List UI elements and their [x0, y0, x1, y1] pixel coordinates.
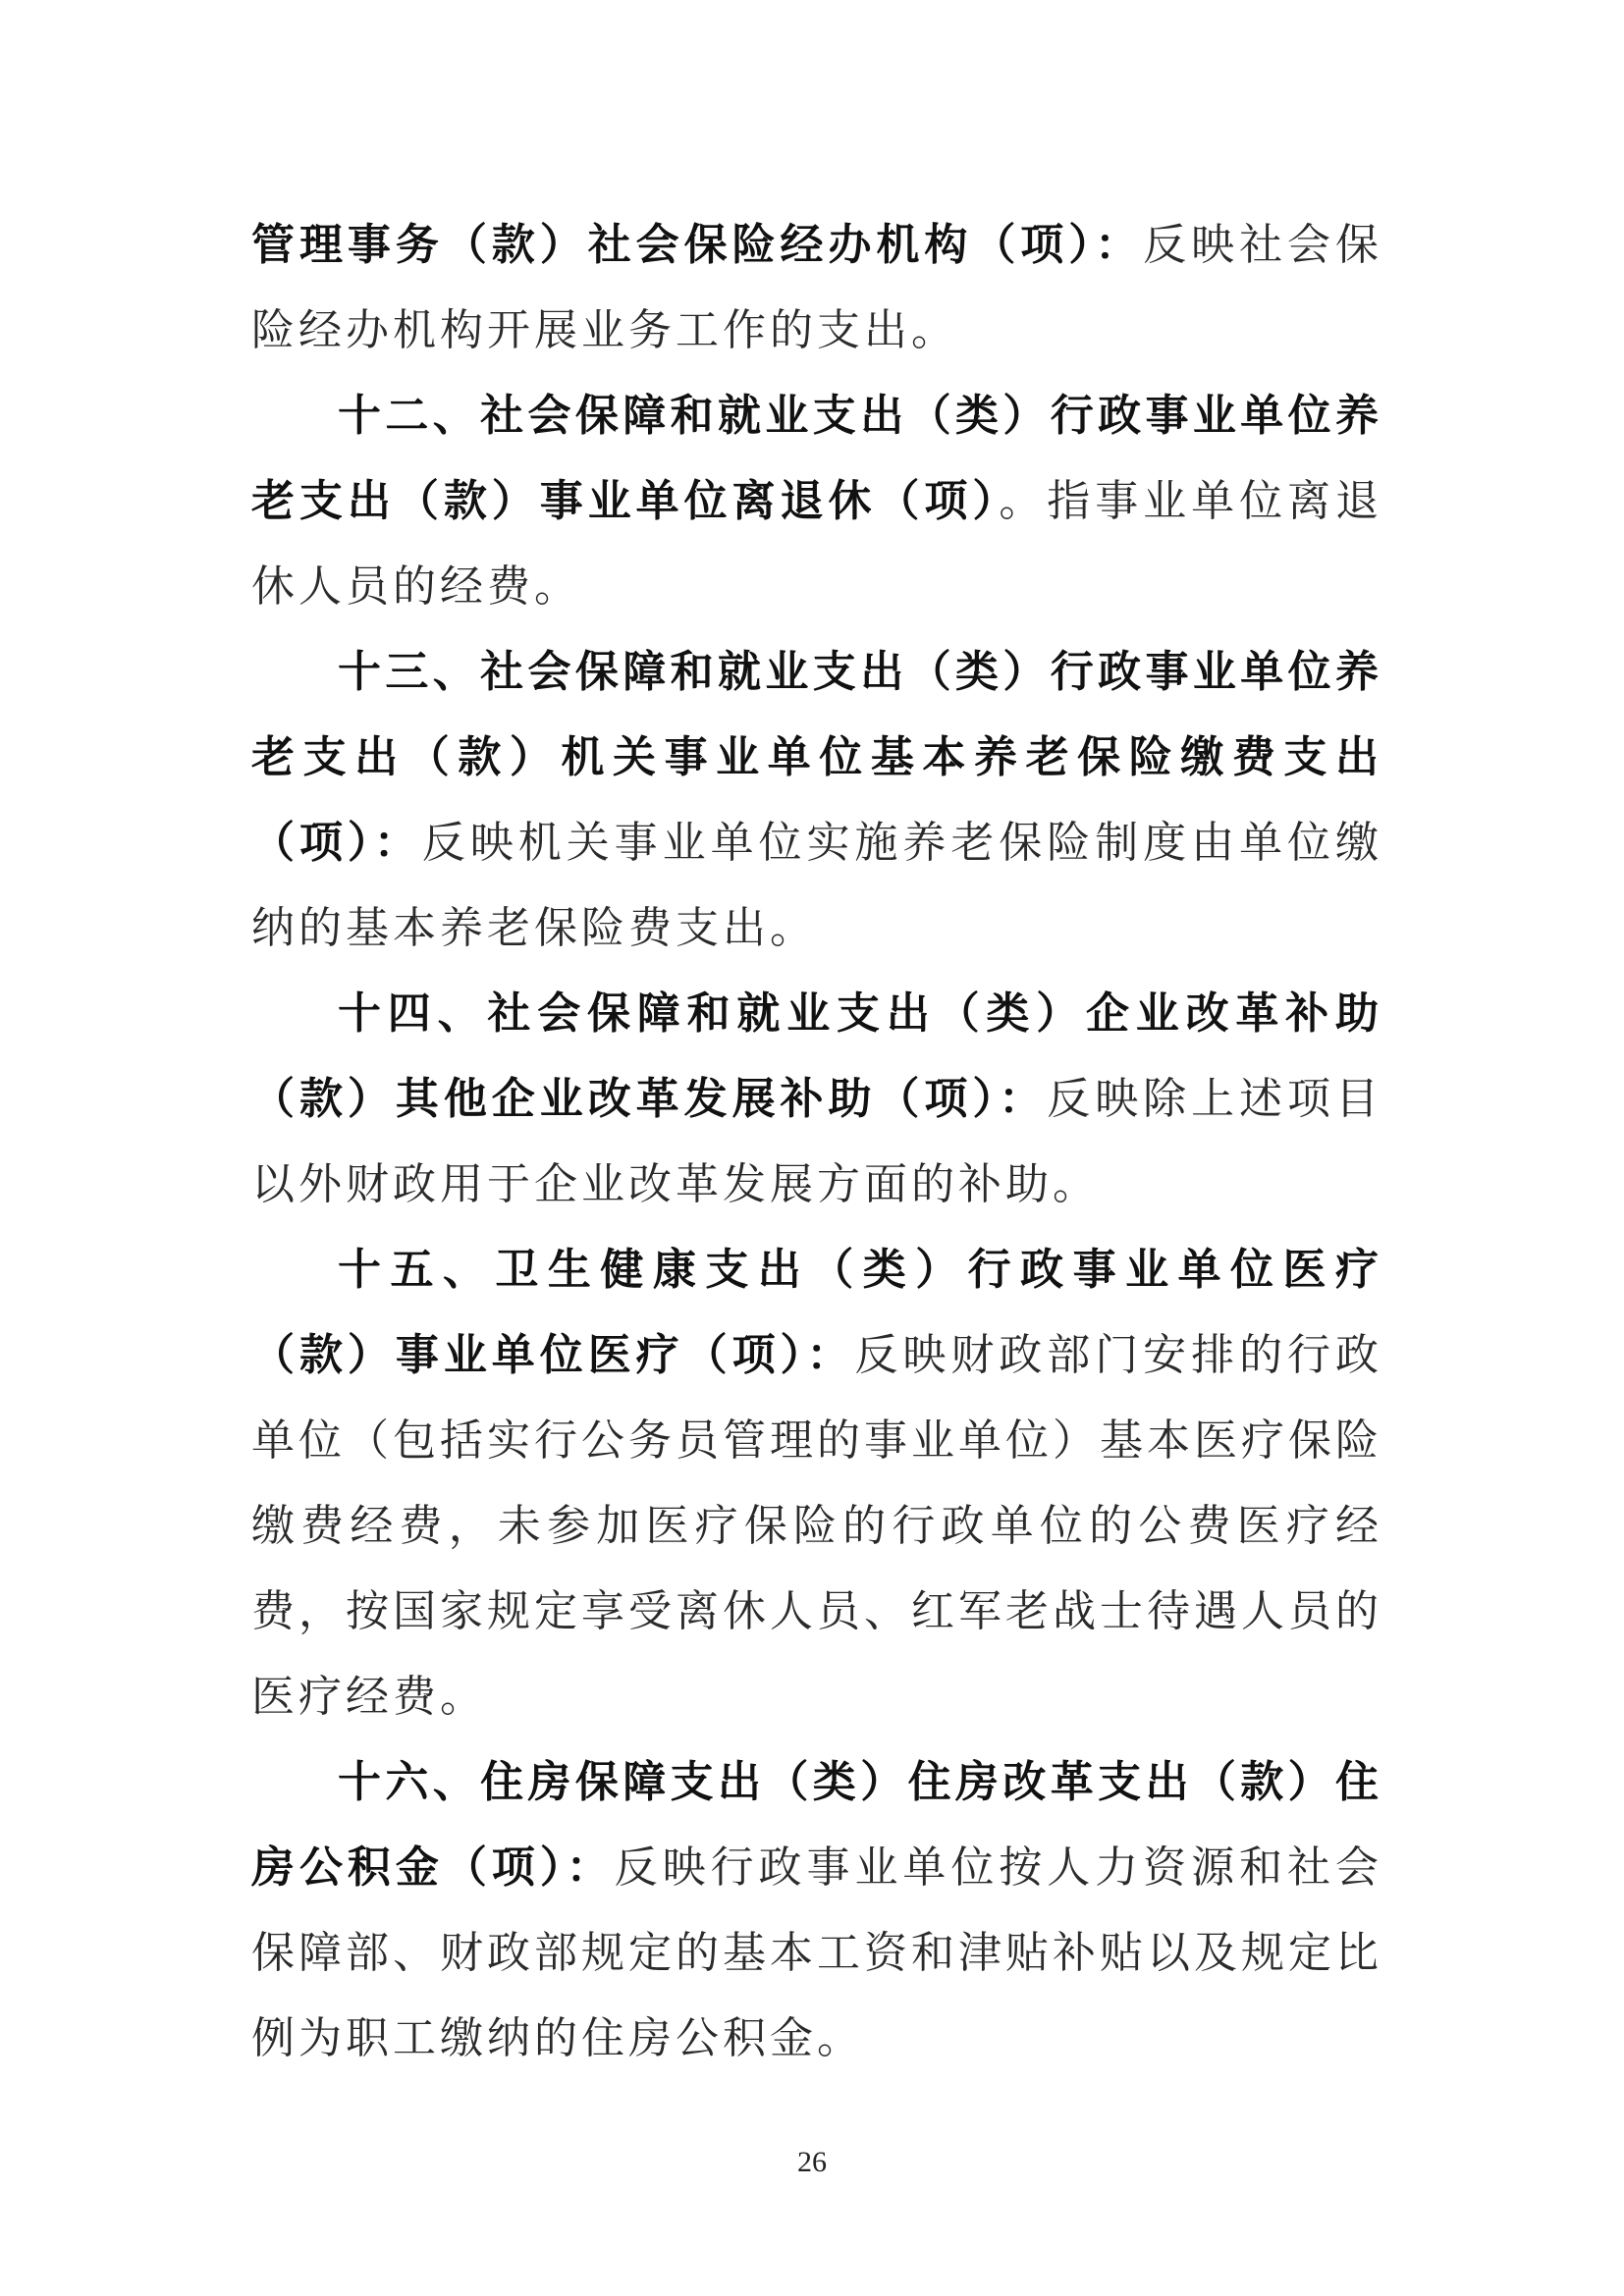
paragraph-heading: 十五、卫生健康支出（类）行政事业单位医疗（款）事业单位医疗（项）：	[251, 1245, 1382, 1380]
paragraph-text: 反映机关事业单位实施养老保险制度由单位缴纳的基本养老保险费支出。	[251, 818, 1383, 953]
paragraph-12	[251, 373, 1382, 629]
paragraph-16	[251, 1739, 1382, 2081]
paragraph-14	[251, 971, 1382, 1227]
paragraph-text: 。指事业单位离退休人员的经费。	[251, 476, 1383, 612]
paragraph-13	[251, 629, 1382, 971]
paragraph-15	[251, 1227, 1382, 1739]
paragraph-heading: 管理事务（款）社会保险经办机构（项）：	[251, 220, 1144, 270]
paragraph-heading: 十六、住房保障支出（类）住房改革支出（款）住房公积金（项）：	[251, 1757, 1382, 1893]
paragraph-heading: 十四、社会保障和就业支出（类）企业改革补助（款）其他企业改革发展补助（项）：	[251, 988, 1382, 1124]
page-number: 26	[797, 2146, 827, 2178]
paragraph-heading: 十三、社会保障和就业支出（类）行政事业单位养老支出（款）机关事业单位基本养老保险缴费支出（项）：	[251, 647, 1382, 868]
paragraph-heading: 十二、社会保障和就业支出（类）行政事业单位养老支出（款）事业单位离退休（项）	[251, 391, 1382, 526]
paragraph-text: 反映财政部门安排的行政单位（包括实行公务员管理的事业单位）基本医疗保险缴费经费，未参加医疗保险的行政单位的公费医疗经费，按国家规定享受离休人员、红军老战士待遇人员的医疗经费。	[251, 1330, 1383, 1722]
paragraph-text: 反映社会保险经办机构开展业务工作的支出。	[251, 220, 1383, 355]
body-text	[251, 202, 1382, 2081]
paragraph-text: 反映行政事业单位按人力资源和社会保障部、财政部规定的基本工资和津贴补贴以及规定比例为职工缴纳的住房公积金。	[251, 1842, 1383, 2063]
paragraph-social-insurance-agency	[251, 202, 1382, 373]
paragraph-text: 反映除上述项目以外财政用于企业改革发展方面的补助。	[251, 1074, 1383, 1209]
